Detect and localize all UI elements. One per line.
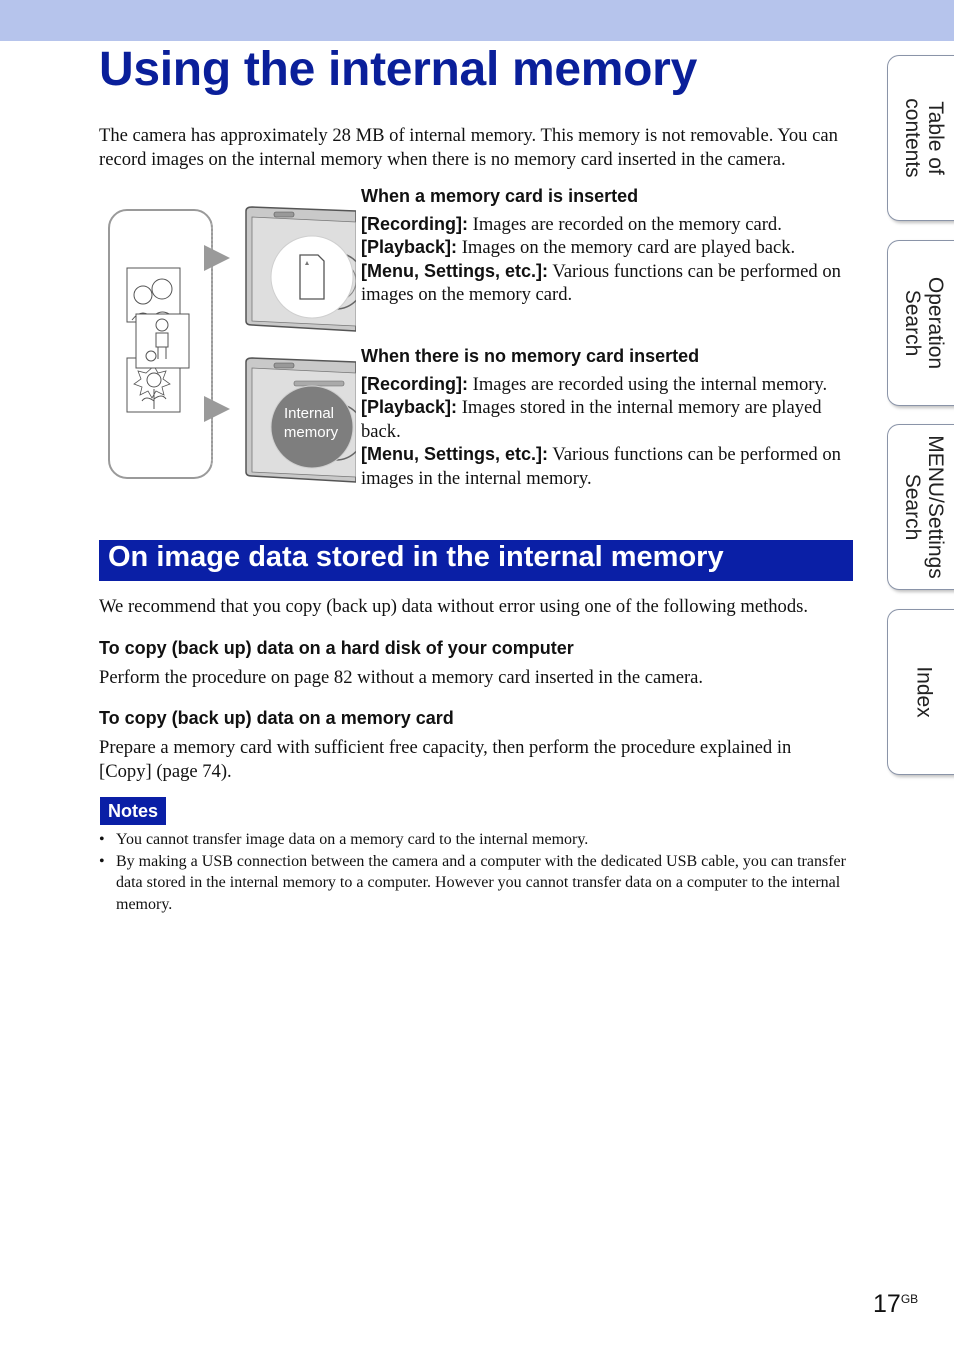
memory-card-icon: [300, 255, 324, 299]
subheading-hard-disk: To copy (back up) data on a hard disk of your computer: [99, 638, 574, 658]
hard-disk-text: Perform the procedure on page 82 without a memory card inserted in the camera.: [99, 667, 704, 688]
internal-playback-line: [Playback]: Images stored in the internal memory are played back.: [361, 397, 822, 442]
tab-operation-search-label: Operation Search: [900, 276, 947, 370]
intro-paragraph: The camera has approximately 28 MB of internal memory. This memory is not removable. You can record images on the internal memory when there is no memory card inserted in the camera.: [99, 125, 838, 170]
internal-memory-label-2: memory: [283, 424, 339, 441]
internal-memory-label: Internal: [283, 405, 335, 422]
card-menu-line: [Menu, Settings, etc.]: Various functions can be performed on images on the memory card.: [361, 260, 841, 305]
section-heading: On image data stored in the internal memory: [108, 541, 724, 573]
internal-menu-line: [Menu, Settings, etc.]: Various functions can be performed on images in the internal memory.: [361, 444, 841, 489]
subheading-memory-card: To copy (back up) data on a memory card: [99, 708, 454, 728]
no-card-block: [361, 345, 856, 490]
tab-table-of-contents-label: Table of contents: [900, 98, 947, 178]
page-number: $17^{GB}$: [873, 1290, 919, 1318]
arrow-to-card-icon: [204, 245, 230, 271]
tab-menu-settings-search[interactable]: [887, 424, 954, 590]
camera-with-card-icon: [246, 207, 356, 331]
card-recording-line: [Recording]: Images are recorded on the memory card.: [361, 213, 782, 235]
tab-operation-search[interactable]: [887, 240, 954, 406]
memory-illustration: [104, 203, 356, 488]
no-card-heading: When there is no memory card inserted: [361, 346, 700, 366]
section-heading-bar: [99, 540, 853, 581]
internal-recording-line: [Recording]: Images are recorded using the internal memory.: [361, 373, 828, 395]
card-inserted-heading: When a memory card is inserted: [361, 186, 639, 206]
tab-table-of-contents[interactable]: [887, 55, 954, 221]
page-number-suffix: GB: [900, 1292, 919, 1306]
tab-index[interactable]: [887, 609, 954, 775]
tab-menu-settings-search-label: MENU/Settings Search: [900, 435, 947, 579]
top-header-band: [0, 0, 954, 41]
memory-card-text: Prepare a memory card with sufficient free capacity, then perform the procedure explained in [Copy] (page 74).: [99, 737, 792, 782]
tab-index-label: Index: [912, 666, 935, 718]
note-item: • You cannot transfer image data on a memory card to the internal memory.: [99, 829, 859, 851]
page-title: Using the internal memory: [99, 43, 697, 96]
note-item: • By making a USB connection between the camera and a computer with the dedicated USB cable, you can transfer data stored in the internal memory to a computer. However you cannot transfer data on a computer to the internal memory.: [99, 851, 855, 916]
card-inserted-block: [361, 185, 856, 307]
notes-list: [99, 829, 859, 916]
photo-child-icon: [136, 314, 189, 368]
notes-badge: Notes: [100, 797, 166, 825]
card-playback-line: [Playback]: Images on the memory card are played back.: [361, 237, 796, 258]
arrow-to-internal-icon: [204, 396, 230, 422]
section-intro: We recommend that you copy (back up) data without error using one of the following methods.: [99, 596, 809, 617]
camera-internal-memory-icon: [246, 358, 356, 482]
